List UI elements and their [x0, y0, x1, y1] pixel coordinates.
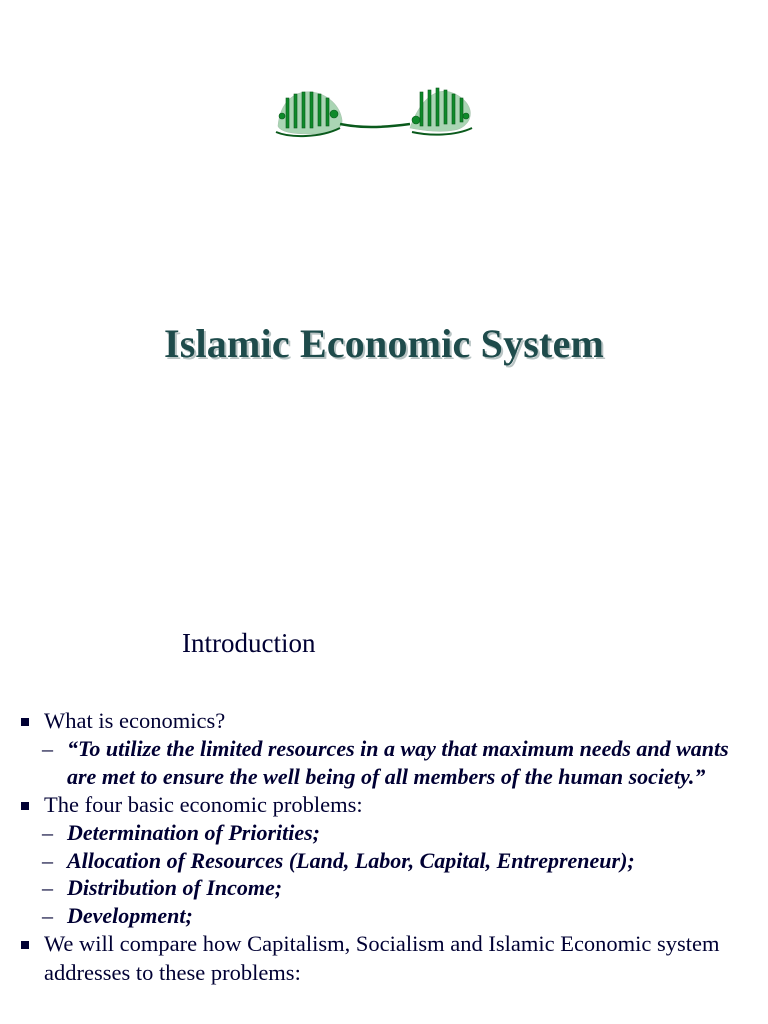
sub-item-text: Development;: [67, 902, 193, 928]
bullet-square-icon: [21, 718, 29, 726]
sub-list-item: [0, 735, 768, 790]
bullet-square-icon: [21, 941, 29, 949]
sub-item-text: Allocation of Resources (Land, Labor, Capital, Entrepreneur);: [67, 847, 635, 873]
sub-list-item: [0, 902, 768, 930]
bullet-text: What is economics?: [44, 708, 226, 733]
section-heading: Introduction: [182, 628, 316, 658]
bullet-text: We will compare how Capitalism, Socialism and Islamic Economic system addresses to these problems:: [44, 931, 720, 985]
dash-icon: –: [42, 736, 53, 761]
sub-item-text: “To utilize the limited resources in a way that maximum needs and wants are met to ensure the well being of all members of the human society.”: [67, 736, 729, 789]
sub-list-item: [0, 819, 768, 847]
page-title: Islamic Economic System: [163, 321, 605, 366]
bullet-text: The four basic economic problems:: [44, 792, 363, 817]
sub-item-text: Determination of Priorities;: [67, 820, 320, 845]
sub-item-text: Distribution of Income;: [67, 875, 283, 900]
sub-list-item: [0, 847, 768, 875]
list-item: [0, 790, 768, 819]
bullet-square-icon: [21, 802, 29, 810]
list-item: [0, 706, 768, 735]
sub-list-item: [0, 874, 768, 902]
dash-icon: –: [42, 902, 53, 928]
bullet-list: [0, 706, 768, 987]
dash-icon: –: [42, 820, 53, 845]
list-item: [0, 929, 768, 987]
dash-icon: –: [42, 875, 53, 900]
bismillah-calligraphy-icon: [270, 80, 480, 140]
dash-icon: –: [42, 847, 53, 873]
